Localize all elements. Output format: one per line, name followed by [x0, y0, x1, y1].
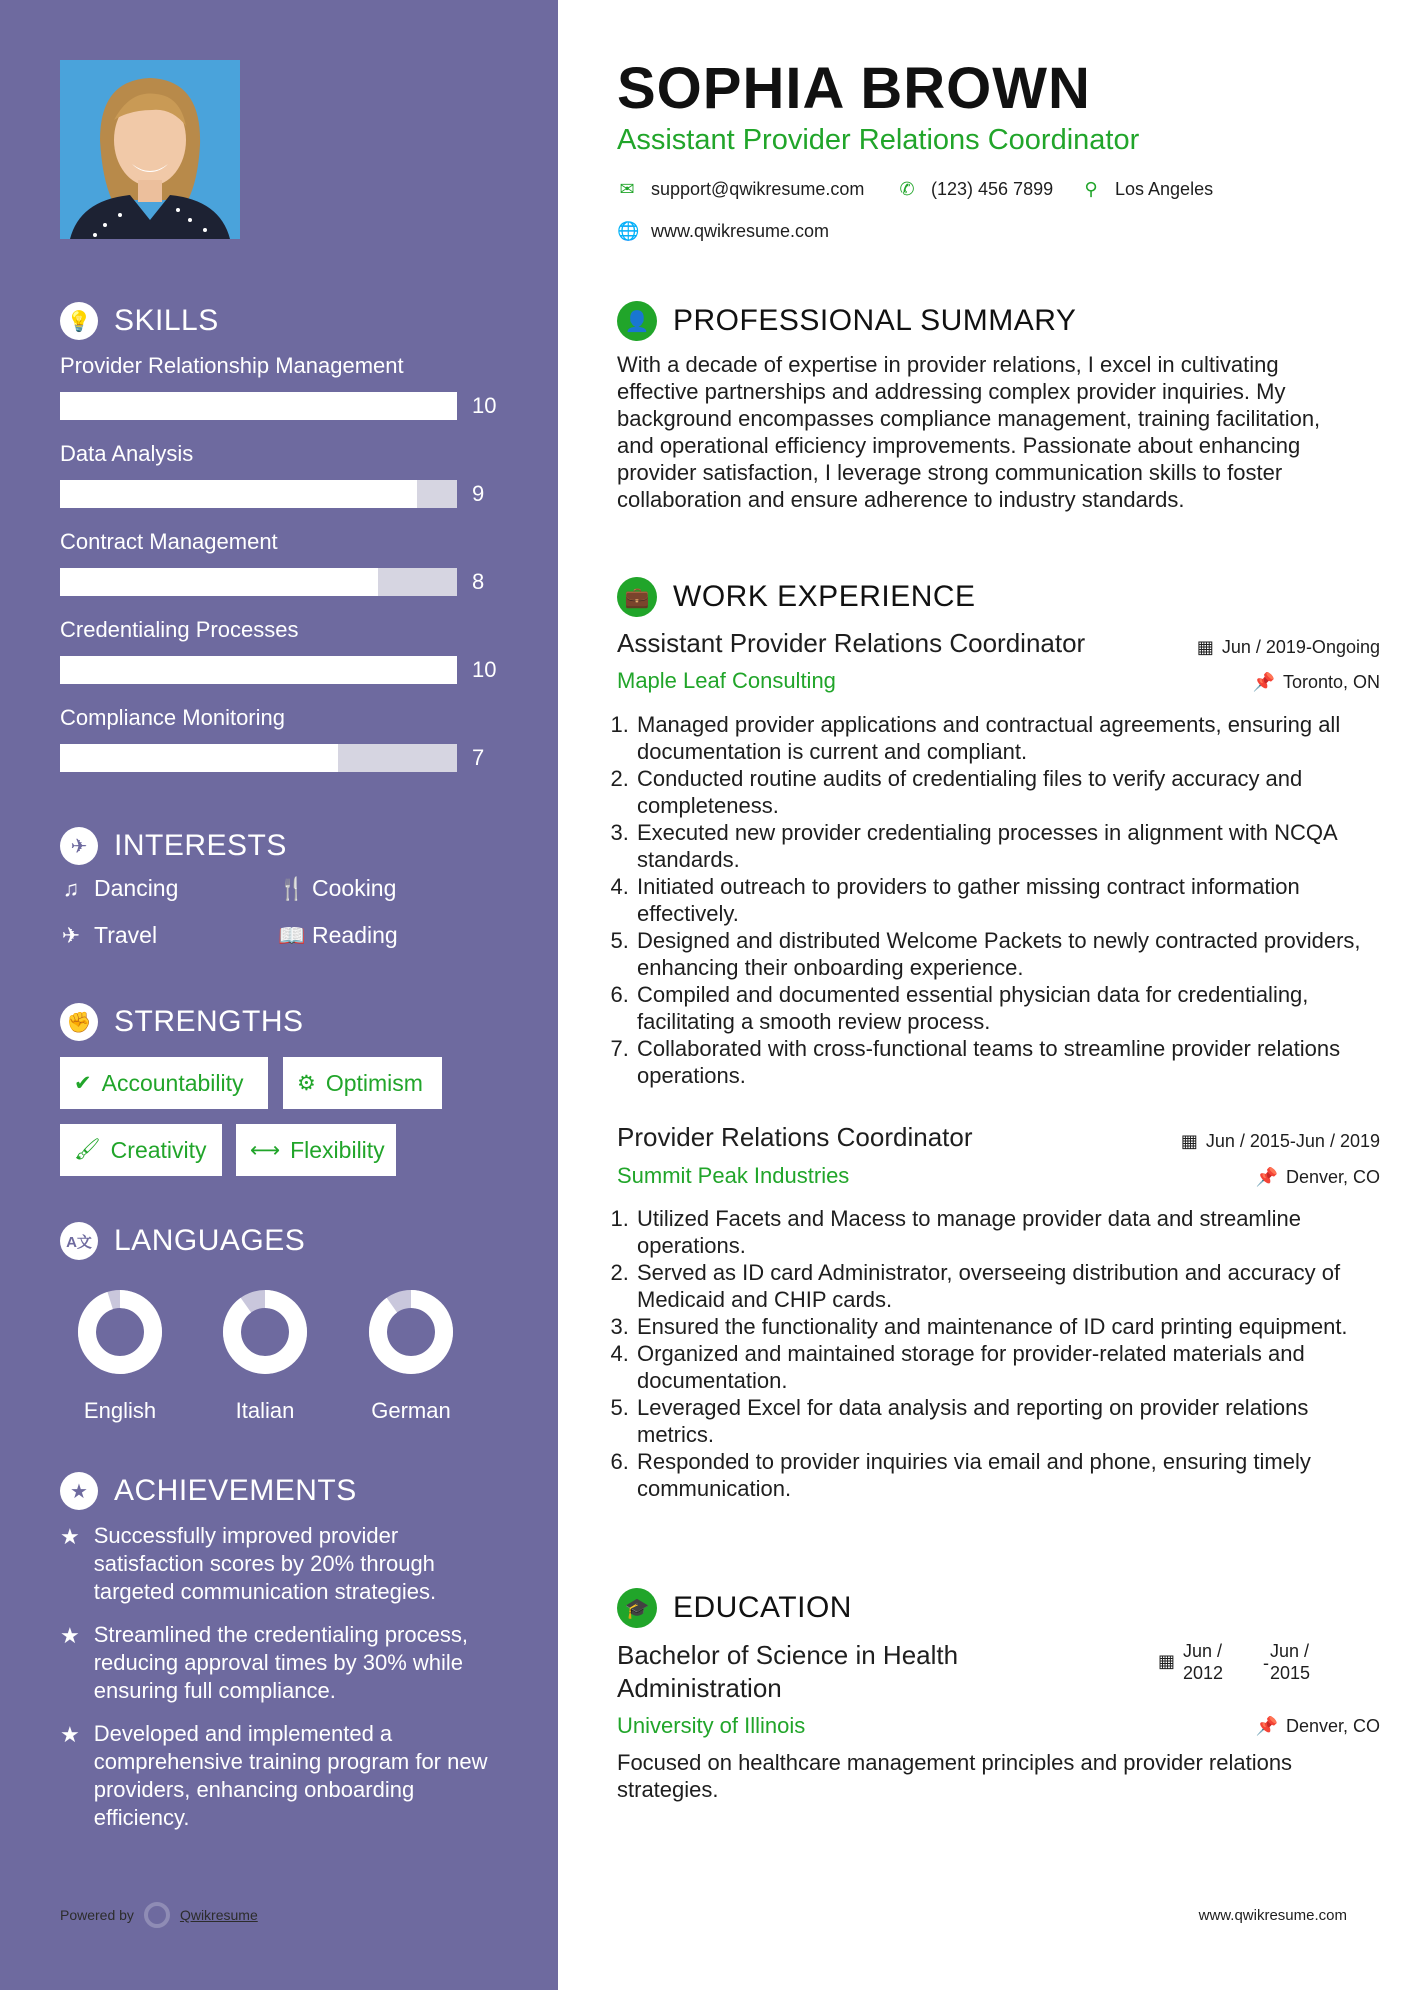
plane-icon: ✈: [61, 922, 81, 948]
list-item: 5. Leveraged Excel for data analysis and reporting on provider relations metrics.: [635, 1394, 1375, 1448]
edu-end-year: 2015: [1270, 1663, 1311, 1683]
achievements-header: [60, 1472, 357, 1510]
location-text: Los Angeles: [1115, 179, 1214, 199]
strengths-header: [60, 1003, 304, 1041]
list-item: 5. Designed and distributed Welcome Packets to newly contracted providers, enhancing their onboarding experience.: [635, 927, 1375, 981]
languages-title: LANGUAGES: [114, 1224, 306, 1257]
shooting-star-icon: ★: [60, 1524, 80, 1549]
job-location-text: Toronto, ON: [1282, 672, 1380, 692]
list-item: 1. Managed provider applications and contractual agreements, ensuring all documentation is current and compliant.: [635, 711, 1375, 765]
list-item: 6. Compiled and documented essential physician data for credentialing, facilitating a smooth review process.: [635, 981, 1375, 1035]
job-date-text: Jun / 2019-Ongoing: [1221, 637, 1380, 657]
summary-header: [617, 301, 1076, 341]
candidate-name: SOPHIA BROWN: [617, 56, 1091, 121]
contact-website[interactable]: [617, 221, 829, 242]
job-location-text: Denver, CO: [1285, 1167, 1380, 1187]
profile-photo: [60, 60, 240, 239]
ring-fill: [87, 1299, 153, 1365]
duty-list: [609, 711, 1375, 1089]
footer-url[interactable]: www.qwikresume.com: [1198, 1907, 1347, 1924]
education-title: EDUCATION: [673, 1591, 852, 1624]
contact-email[interactable]: [617, 179, 864, 200]
sun-gear-icon: ⚙: [297, 1071, 316, 1095]
interest-label: Travel: [94, 922, 158, 948]
achievement-text: Successfully improved provider satisfaction scores by 20% through targeted communication strategies.: [93, 1523, 437, 1604]
language-label: English: [83, 1398, 157, 1423]
skill-value: 10: [472, 393, 497, 418]
skill-bar: [60, 568, 457, 596]
achievement-item: [60, 1720, 500, 1832]
phone-icon: ✆: [899, 179, 915, 199]
list-item: 2. Conducted routine audits of credentialing files to verify accuracy and completeness.: [635, 765, 1375, 819]
calendar-icon: ▦: [1196, 637, 1214, 657]
portrait-illustration: [60, 60, 240, 239]
strength-badge: [60, 1124, 222, 1176]
job-location: [1253, 672, 1380, 693]
list-item: 2. Served as ID card Administrator, overseeing distribution and accuracy of Medicaid and CHIP cards.: [635, 1259, 1375, 1313]
strength-label: Accountability: [101, 1069, 244, 1096]
interest-item: [60, 922, 157, 949]
utensils-icon: 🍴: [278, 875, 306, 901]
job-location: [1256, 1167, 1380, 1188]
interest-item: [278, 875, 396, 902]
skill-item: [60, 441, 500, 506]
qwikresume-link[interactable]: Qwikresume: [179, 1907, 258, 1923]
interest-item: [60, 875, 178, 902]
translate-icon: A文: [60, 1222, 98, 1260]
skill-value: 9: [472, 481, 485, 506]
skill-bar-fill: [60, 392, 457, 420]
phone-text: (123) 456 7899: [931, 179, 1054, 199]
education-description: Focused on healthcare management principles and provider relations strategies.: [617, 1750, 1293, 1802]
list-item: 1. Utilized Facets and Macess to manage provider data and streamline operations.: [635, 1205, 1375, 1259]
edu-start-year: 2012: [1183, 1663, 1224, 1683]
job-date: [1197, 637, 1380, 658]
language-ring: [76, 1288, 164, 1376]
language-item: [60, 1288, 180, 1424]
contact-phone[interactable]: [897, 179, 1053, 200]
achievement-item: [60, 1621, 500, 1705]
skill-bar: [60, 744, 457, 772]
ring-fill: [232, 1299, 298, 1365]
edu-location: [1256, 1716, 1380, 1737]
music-note-icon: ♫: [62, 875, 80, 901]
skill-name: Credentialing Processes: [60, 617, 299, 642]
skill-bar: [60, 480, 457, 508]
email-text: support@qwikresume.com: [651, 179, 865, 199]
powered-by: [60, 1902, 258, 1928]
strength-label: Flexibility: [290, 1136, 385, 1163]
ring-fill: [378, 1299, 444, 1365]
job-title: Provider Relations Coordinator: [617, 1122, 973, 1152]
globe-icon: 🌐: [617, 221, 640, 241]
interests-header: [60, 827, 287, 865]
job-date-text: Jun / 2015-Jun / 2019: [1205, 1131, 1380, 1151]
pushpin-icon: 📌: [1252, 672, 1275, 692]
skill-item: [60, 617, 500, 682]
duty-list: [609, 1205, 1375, 1502]
candidate-role: Assistant Provider Relations Coordinator: [617, 124, 1140, 156]
skill-bar: [60, 656, 457, 684]
sidebar: [0, 0, 558, 1990]
skill-bar-fill: [60, 744, 338, 772]
qwikresume-logo-icon: [144, 1902, 170, 1928]
contact-location: [1081, 179, 1213, 200]
degree-line: Bachelor of Science in Health: [617, 1640, 959, 1670]
book-icon: 📖: [278, 922, 306, 948]
skill-value: 7: [472, 745, 485, 770]
summary-title: PROFESSIONAL SUMMARY: [673, 304, 1077, 337]
skill-name: Contract Management: [60, 529, 278, 554]
edu-end-month: Jun /: [1270, 1641, 1310, 1661]
lightbulb-icon: 💡: [60, 302, 98, 340]
skill-value: 10: [472, 657, 497, 682]
language-item: [351, 1288, 471, 1424]
skill-bar-fill: [60, 568, 378, 596]
language-label: Italian: [235, 1398, 295, 1423]
job-date: [1181, 1131, 1380, 1152]
skills-title: SKILLS: [114, 304, 219, 337]
paint-brush-icon: 🖌: [74, 1138, 101, 1161]
strength-label: Optimism: [325, 1069, 423, 1096]
interests-title: INTERESTS: [114, 829, 287, 862]
strength-badge: [60, 1057, 268, 1109]
education-header: [617, 1588, 852, 1628]
check-circle-icon: ✔: [74, 1071, 92, 1095]
list-item: 3. Ensured the functionality and maintenance of ID card printing equipment.: [635, 1313, 1375, 1340]
date-separator: -: [1263, 1653, 1269, 1673]
skill-item: [60, 353, 500, 418]
user-icon: 👤: [617, 301, 657, 341]
list-item: 3. Executed new provider credentialing processes in alignment with NCQA standards.: [635, 819, 1375, 873]
skill-bar-fill: [60, 480, 417, 508]
strength-label: Creativity: [110, 1136, 207, 1163]
company-name: Maple Leaf Consulting: [617, 668, 836, 693]
degree-line: Administration: [617, 1673, 782, 1703]
job-title: Assistant Provider Relations Coordinator: [617, 628, 1086, 658]
list-item: 7. Collaborated with cross-functional teams to streamline provider relations operations.: [635, 1035, 1375, 1089]
skill-name: Provider Relationship Management: [60, 353, 404, 378]
skill-bar-fill: [60, 656, 457, 684]
website-text: www.qwikresume.com: [651, 221, 830, 241]
map-pin-icon: ⚲: [1084, 179, 1098, 199]
edu-end-date: [1270, 1640, 1310, 1684]
strengths-title: STRENGTHS: [114, 1005, 304, 1038]
shooting-star-icon: ★: [60, 1722, 80, 1747]
shooting-star-icon: ★: [60, 1623, 80, 1648]
powered-by-label: Powered by: [60, 1907, 134, 1923]
edu-start-date: [1183, 1640, 1223, 1684]
paper-plane-icon: ✈: [60, 827, 98, 865]
interest-label: Dancing: [94, 875, 179, 901]
skill-name: Compliance Monitoring: [60, 705, 285, 730]
list-item: 4. Initiated outreach to providers to gather missing contract information effectively.: [635, 873, 1375, 927]
calendar-icon: ▦: [1180, 1131, 1198, 1151]
achievement-text: Developed and implemented a comprehensive training program for new providers, enhancing onboarding efficiency.: [93, 1721, 488, 1830]
achievement-text: Streamlined the credentialing process, reducing approval times by 30% while ensuring full compliance.: [93, 1622, 468, 1703]
graduation-cap-icon: 🎓: [617, 1588, 657, 1628]
summary-text: With a decade of expertise in provider relations, I excel in cultivating effective partnerships and addressing complex provider inquiries. My background encompasses compliance management, training facilitation, and operational efficiency improvements. Passionate about enhancing provider satisfaction, I leverage strong communication skills to foster collaboration and ensure adherence to industry standards.: [617, 352, 1321, 512]
list-item: 4. Organized and maintained storage for provider-related materials and documentation.: [635, 1340, 1375, 1394]
strength-badge: [236, 1124, 396, 1176]
experience-header: [617, 577, 976, 617]
skills-header: [60, 302, 219, 340]
language-ring: [367, 1288, 455, 1376]
achievements-title: ACHIEVEMENTS: [114, 1474, 357, 1507]
interest-label: Cooking: [312, 875, 397, 901]
skill-item: [60, 529, 500, 594]
skill-name: Data Analysis: [60, 441, 194, 466]
language-ring: [221, 1288, 309, 1376]
envelope-icon: ✉: [619, 179, 635, 199]
double-arrow-icon: ⟷: [250, 1138, 281, 1162]
edu-location-text: Denver, CO: [1285, 1716, 1380, 1736]
star-badge-icon: ★: [60, 1472, 98, 1510]
skill-value: 8: [472, 569, 485, 594]
calendar-icon: ▦: [1158, 1651, 1176, 1671]
list-item: 6. Responded to provider inquiries via email and phone, ensuring timely communication.: [635, 1448, 1375, 1502]
briefcase-icon: 💼: [617, 577, 657, 617]
pushpin-icon: 📌: [1255, 1716, 1278, 1736]
degree-title: [617, 1639, 958, 1705]
language-label: German: [371, 1398, 451, 1423]
fist-icon: ✊: [60, 1003, 98, 1041]
skill-item: [60, 705, 500, 770]
skill-bar: [60, 392, 457, 420]
language-item: [205, 1288, 325, 1424]
experience-title: WORK EXPERIENCE: [673, 580, 976, 613]
interest-item: [278, 922, 398, 949]
achievement-item: [60, 1522, 500, 1606]
pushpin-icon: 📌: [1255, 1167, 1278, 1187]
edu-start-month: Jun /: [1183, 1641, 1223, 1661]
school-name: University of Illinois: [617, 1713, 806, 1738]
company-name: Summit Peak Industries: [617, 1163, 850, 1188]
strength-badge: [283, 1057, 442, 1109]
languages-header: [60, 1222, 305, 1260]
interest-label: Reading: [312, 922, 398, 948]
